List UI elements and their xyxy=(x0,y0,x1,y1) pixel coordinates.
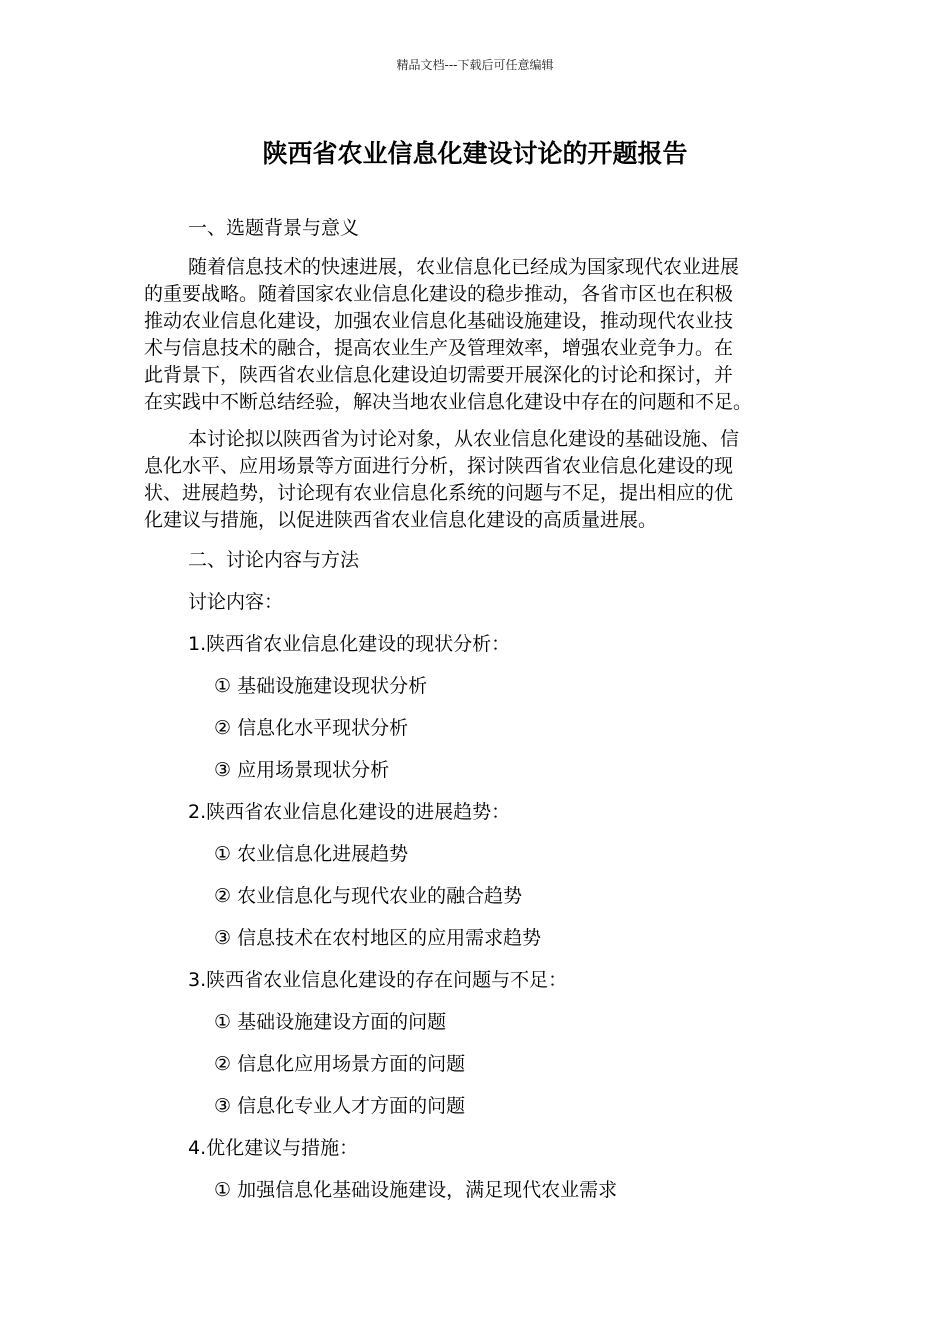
sub-list-item: ② 信息化应用场景方面的问题 xyxy=(214,1053,466,1075)
paragraph-line: 的重要战略。随着国家农业信息化建设的稳步推动，各省市区也在积极 xyxy=(144,283,734,305)
sub-list-item: ③ 信息技术在农村地区的应用需求趋势 xyxy=(214,927,542,949)
sub-list-item: ③ 信息化专业人才方面的问题 xyxy=(214,1095,466,1117)
page-header: 精品文档---下载后可任意编辑 xyxy=(396,58,554,72)
list-item-3: 3.陕西省农业信息化建设的存在问题与不足： xyxy=(188,969,568,991)
paragraph-line: 状、进展趋势，讨论现有农业信息化系统的问题与不足，提出相应的优 xyxy=(144,482,734,504)
sub-list-item: ① 农业信息化进展趋势 xyxy=(214,843,409,865)
paragraph-line: 随着信息技术的快速进展，农业信息化已经成为国家现代农业进展 xyxy=(188,256,740,278)
sub-list-item: ② 农业信息化与现代农业的融合趋势 xyxy=(214,885,523,907)
paragraph-line: 推动农业信息化建设，加强农业信息化基础设施建设，推动现代农业技 xyxy=(144,310,734,332)
list-item-1: 1.陕西省农业信息化建设的现状分析： xyxy=(188,633,511,655)
section-heading-content-method: 二、讨论内容与方法 xyxy=(188,549,360,571)
content-label: 讨论内容： xyxy=(188,591,284,613)
paragraph-research-scope xyxy=(144,426,804,534)
sub-list-item: ③ 应用场景现状分析 xyxy=(214,759,390,781)
paragraph-line: 本讨论拟以陕西省为讨论对象，从农业信息化建设的基础设施、信 xyxy=(188,428,740,450)
sub-list-item: ① 基础设施建设方面的问题 xyxy=(214,1011,447,1033)
paragraph-background xyxy=(144,254,804,416)
paragraph-line: 在实践中不断总结经验，解决当地农业信息化建设中存在的问题和不足。 xyxy=(144,391,753,413)
section-heading-background: 一、选题背景与意义 xyxy=(188,217,360,239)
paragraph-line: 化建议与措施，以促进陕西省农业信息化建设的高质量进展。 xyxy=(144,509,658,531)
paragraph-line: 术与信息技术的融合，提高农业生产及管理效率，增强农业竞争力。在 xyxy=(144,337,734,359)
list-item-2: 2.陕西省农业信息化建设的进展趋势： xyxy=(188,801,511,823)
list-item-4: 4.优化建议与措施： xyxy=(188,1137,359,1159)
sub-list-item: ① 加强信息化基础设施建设，满足现代农业需求 xyxy=(214,1179,618,1201)
sub-list-item: ① 基础设施建设现状分析 xyxy=(214,675,428,697)
document-title: 陕西省农业信息化建设讨论的开题报告 xyxy=(262,139,688,168)
document-body xyxy=(144,212,804,1216)
sub-list-item: ② 信息化水平现状分析 xyxy=(214,717,409,739)
paragraph-line: 此背景下，陕西省农业信息化建设迫切需要开展深化的讨论和探讨，并 xyxy=(144,364,734,386)
paragraph-line: 息化水平、应用场景等方面进行分析，探讨陕西省农业信息化建设的现 xyxy=(144,455,734,477)
